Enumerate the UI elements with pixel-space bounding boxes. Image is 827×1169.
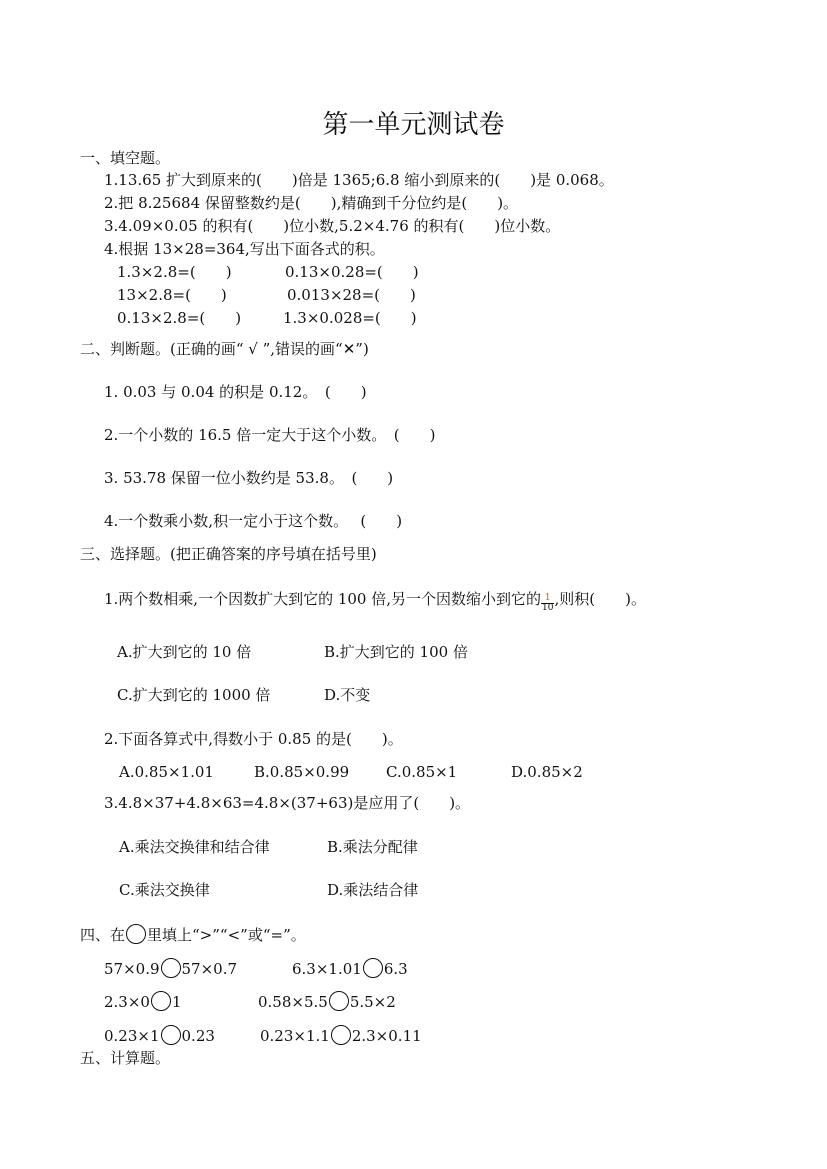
s1-q4-item-3: 13×2.8=( ) [117,286,227,304]
s2-question-4: 4.一个数乘小数,积一定小于这个数。 ( ) [104,512,403,530]
answer-circle[interactable] [151,991,171,1011]
fraction-numerator: 1 [541,594,554,604]
compare-right: 2.3×0.11 [351,1027,422,1045]
s1-question-3: 3.4.09×0.05 的积有( )位小数,5.2×4.76 的积有( )位小数。 [104,217,561,235]
compare-left: 0.23×1.1 [260,1027,330,1045]
answer-circle[interactable] [161,1025,181,1045]
s1-q4-item-5: 0.13×2.8=( ) [117,309,242,327]
section-2-heading: 二、判断题。(正确的画“ √ ”,错误的画“✕”) [80,340,369,358]
compare-left: 6.3×1.01 [292,960,362,978]
compare-right: 6.3 [383,960,408,978]
compare-right: 57×0.7 [181,960,238,978]
s1-question-2: 2.把 8.25684 保留整数约是( ),精确到千分位约是( )。 [104,194,519,212]
s1-q4-item-6: 1.3×0.028=( ) [283,309,417,327]
s3-q2-option-c: C.0.85×1 [386,763,458,781]
s1-question-1: 1.13.65 扩大到原来的( )倍是 1365;6.8 缩小到原来的( )是 0.068。 [104,171,614,189]
s4-heading-start: 四、在 [80,926,126,944]
s3-q1-option-c: C.扩大到它的 1000 倍 [117,686,271,704]
compare-item-2 [292,958,408,978]
compare-right: 0.23 [181,1027,215,1045]
s2-question-2: 2.一个小数的 16.5 倍一定大于这个小数。 ( ) [104,426,436,444]
answer-circle[interactable] [363,958,383,978]
s3-q1-option-d: D.不变 [324,686,371,704]
s3-q3-option-a: A.乘法交换律和结合律 [119,838,270,856]
compare-item-3 [104,991,182,1011]
compare-item-6 [260,1025,422,1045]
compare-left: 57×0.9 [104,960,160,978]
answer-circle[interactable] [331,1025,351,1045]
s4-heading-end: 里填上“>”“<”或“=”。 [147,926,306,944]
s3-q2-option-b: B.0.85×0.99 [254,763,350,781]
s3-q3-option-c: C.乘法交换律 [119,881,210,899]
page-title: 第一单元测试卷 [322,110,505,140]
s3-q1-text: 1.两个数相乘,一个因数扩大到它的 100 倍,另一个因数缩小到它的 [104,590,542,608]
s3-q1-text-end: ,则积( )。 [554,590,646,608]
fraction-denominator: 10 [542,603,554,613]
s1-question-4: 4.根据 13×28=364,写出下面各式的积。 [104,240,385,258]
s1-q4-item-1: 1.3×2.8=( ) [117,263,232,281]
section-4-heading [80,924,306,944]
compare-left: 2.3×0 [104,993,150,1011]
compare-item-1 [104,958,237,978]
s3-q2-option-d: D.0.85×2 [511,763,583,781]
answer-circle[interactable] [329,991,349,1011]
section-5-heading: 五、计算题。 [80,1049,171,1067]
fraction [541,594,554,613]
s3-q1-option-a: A.扩大到它的 10 倍 [117,643,252,661]
s3-question-1 [104,590,646,613]
answer-circle[interactable] [161,958,181,978]
compare-right: 1 [171,993,182,1011]
s1-q4-item-4: 0.013×28=( ) [287,286,416,304]
section-3-heading: 三、选择题。(把正确答案的序号填在括号里) [80,545,377,563]
s3-q3-option-b: B.乘法分配律 [327,838,418,856]
compare-item-5 [104,1025,215,1045]
s3-question-2: 2.下面各算式中,得数小于 0.85 的是( )。 [104,730,403,748]
compare-left: 0.23×1 [104,1027,160,1045]
s1-q4-item-2: 0.13×0.28=( ) [285,263,419,281]
compare-left: 0.58×5.5 [258,993,328,1011]
s3-q2-option-a: A.0.85×1.01 [119,763,214,781]
compare-item-4 [258,991,396,1011]
s2-question-1: 1. 0.03 与 0.04 的积是 0.12。 ( ) [104,383,367,401]
s3-question-3: 3.4.8×37+4.8×63=4.8×(37+63)是应用了( )。 [104,794,471,812]
s3-q3-option-d: D.乘法结合律 [327,881,419,899]
compare-right: 5.5×2 [349,993,396,1011]
circle-blank-icon [126,924,146,944]
s3-q1-option-b: B.扩大到它的 100 倍 [324,643,468,661]
section-1-heading: 一、填空题。 [80,149,171,167]
s2-question-3: 3. 53.78 保留一位小数约是 53.8。 ( ) [104,469,394,487]
